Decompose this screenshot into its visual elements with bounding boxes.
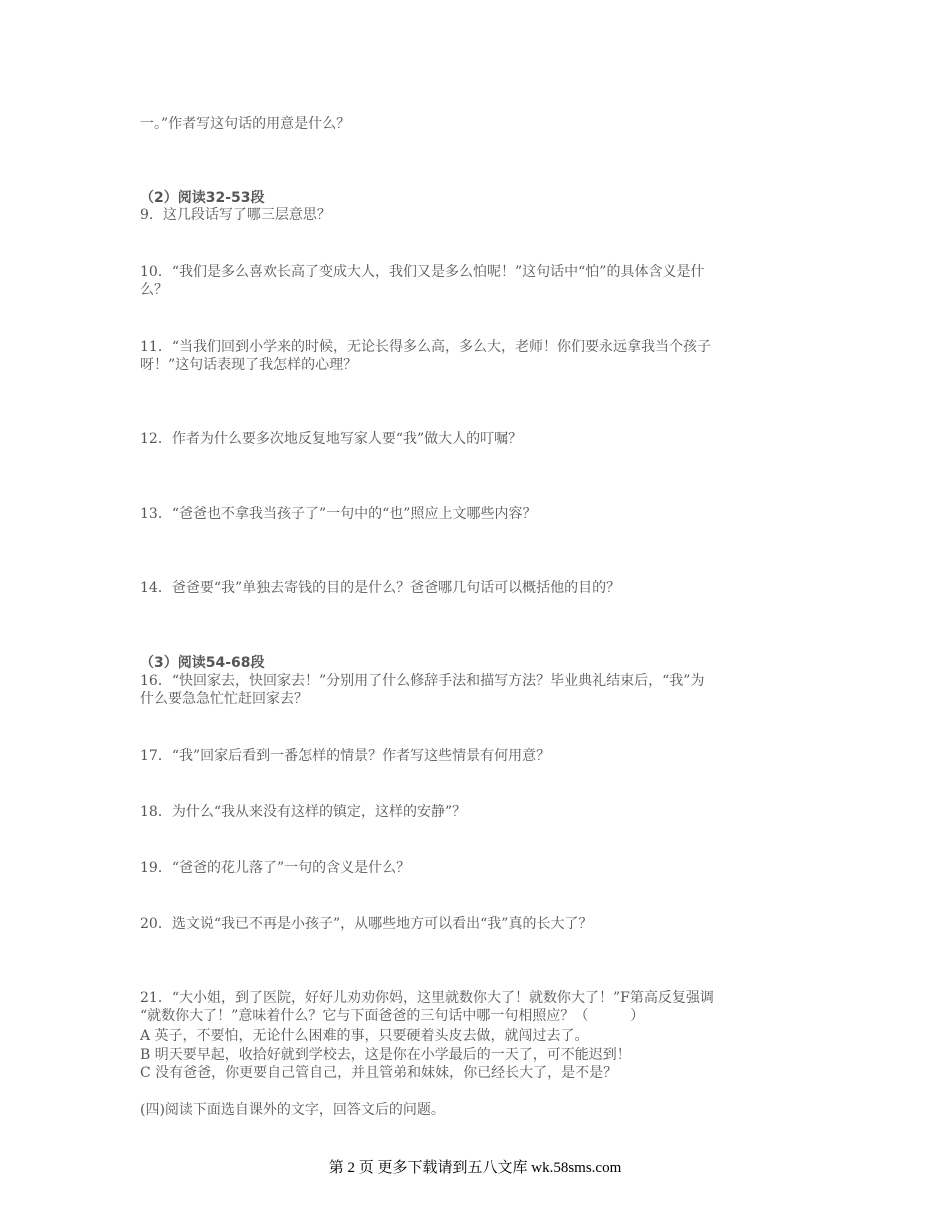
question-21-line-2: “就数你大了！”意味着什么？它与下面爸爸的三句话中哪一句相照应？（ ） (140, 1008, 645, 1024)
question-21-line-1: 21．“大小姐，到了医院，好好儿劝劝你妈，这里就数你大了！就数你大了！”F第高反复强调 (140, 990, 714, 1006)
question-8-continuation: 一。”作者写这句话的用意是什么？ (140, 116, 351, 132)
question-10-line-1: 10．“我们是多么喜欢长高了变成大人，我们又是多么怕呢！”这句话中“怕”的具体含义是什 (140, 264, 705, 280)
question-11-line-1: 11．“当我们回到小学来的时候，无论长得多么高，多么大，老师！你们要永远拿我当个孩子 (140, 339, 711, 355)
option-a: A 英子，不要怕，无论什么困难的事，只要硬着头皮去做，就闯过去了。 (140, 1028, 589, 1044)
page-footer: 第 2 页 更多下载请到五八文库 wk.58sms.com (328, 1160, 622, 1176)
question-14: 14．爸爸要“我”单独去寄钱的目的是什么？爸爸哪几句话可以概括他的目的？ (140, 580, 621, 596)
question-17: 17．“我”回家后看到一番怎样的情景？作者写这些情景有何用意？ (140, 748, 551, 764)
question-18: 18．为什么“我从来没有这样的镇定，这样的安静”？ (140, 804, 467, 820)
question-11-line-2: 呀！”这句话表现了我怎样的心理？ (140, 357, 358, 373)
question-20: 20．选文说“我已不再是小孩子”，从哪些地方可以看出“我”真的长大了？ (140, 916, 593, 932)
question-19: 19．“爸爸的花儿落了”一句的含义是什么？ (140, 860, 411, 876)
question-10-line-2: 么？ (140, 282, 168, 298)
option-b: B 明天要早起，收拾好就到学校去，这是你在小学最后的一天了，可不能迟到！ (140, 1047, 631, 1063)
question-9: 9．这几段话写了哪三层意思？ (140, 207, 331, 223)
question-13: 13．“爸爸也不拿我当孩子了”一句中的“也”照应上文哪些内容？ (140, 506, 537, 522)
option-c: C 没有爸爸，你更要自己管自己，并且管弟和妹妹，你已经长大了，是不是？ (140, 1065, 618, 1081)
section-2-heading: （2）阅读32-53段 (140, 190, 265, 206)
section-3-heading: （3）阅读54-68段 (140, 655, 265, 671)
question-12: 12．作者为什么要多次地反复地写家人要“我”做大人的叮嘱？ (140, 431, 523, 447)
question-16-line-2: 什么要急急忙忙赶回家去？ (140, 691, 308, 707)
part-4-instruction: (四)阅读下面选自课外的文字，回答文后的问题。 (140, 1102, 445, 1118)
question-16-line-1: 16．“快回家去，快回家去！”分别用了什么修辞手法和描写方法？毕业典礼结束后，“我”为 (140, 673, 705, 689)
